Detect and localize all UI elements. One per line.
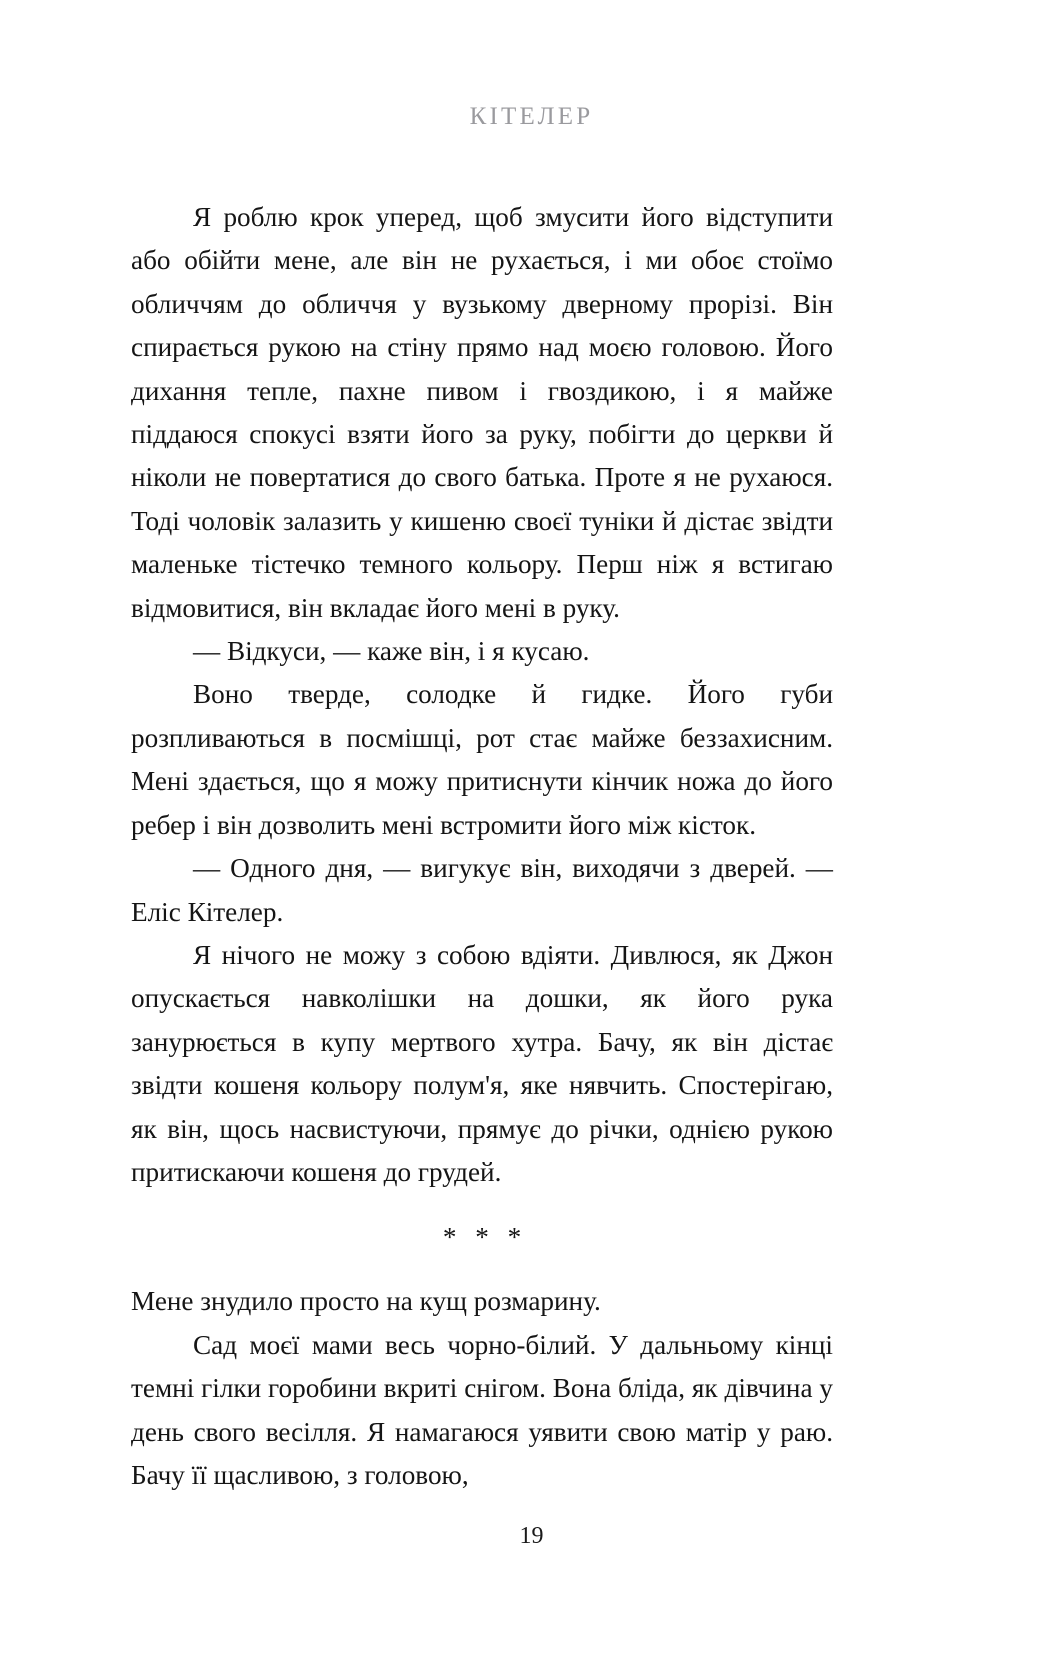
paragraph-3: Воно тверде, солодке й гидке. Його губи розпливаються в посмішці, рот стає майже беззахисним. Мені здається, що я можу притиснути кінчик ножа до його ребер і він дозволить мені встромити його між кісток. [131,679,833,840]
paragraph-2-dialogue: — Відкуси, — каже він, і я кусаю. [193,636,590,667]
paragraph-1: Я роблю крок уперед, щоб змусити його відступити або обійти мене, але він не рухається, і ми обоє стоїмо обличчям до обличчя у вузькому дверному прорізі. Він спирається рукою на стіну прямо над моєю головою. Його дихання тепле, пахне пивом і гвоздикою, і я майже піддаюся спокусі взяти його за руку, побігти до церкви й ніколи не повертатися до свого батька. Проте я не рухаюся. Тоді чоловік залазить у кишеню своєї туніки й дістає звідти маленьке тістечко темного кольору. Перш ніж я встигаю відмовитися, він вкладає його мені в руку. [131,202,833,623]
paragraph-7: Сад моєї мами весь чорно-білий. У дальньому кінці темні гілки горобини вкриті снігом. Вона бліда, як дівчина у день свого весілля. Я намагаюся уявити свою матір у раю. Бачу її щасливою, з головою, [131,1329,833,1490]
page-number: 19 [519,1523,544,1549]
paragraph-6: Мене знудило просто на кущ розмарину. [131,1286,601,1317]
scene-divider-asterisks: * * * [442,1221,528,1252]
paragraph-4-dialogue: — Одного дня, — вигукує він, виходячи з дверей. — Еліс Кітелер. [131,853,833,927]
running-header-title: КІТЕЛЕР [469,103,594,130]
paragraph-5: Я нічого не можу з собою вдіяти. Дивлюся, як Джон опускається навколішки на дошки, як його рука занурюється в купу мертвого хутра. Бачу, як він дістає звідти кошеня кольору полум'я, яке нявчить. Спостерігаю, як він, щось насвистуючи, прямує до річки, однією рукою притискаючи кошеня до грудей. [131,939,833,1187]
body-text-block [131,196,833,1497]
